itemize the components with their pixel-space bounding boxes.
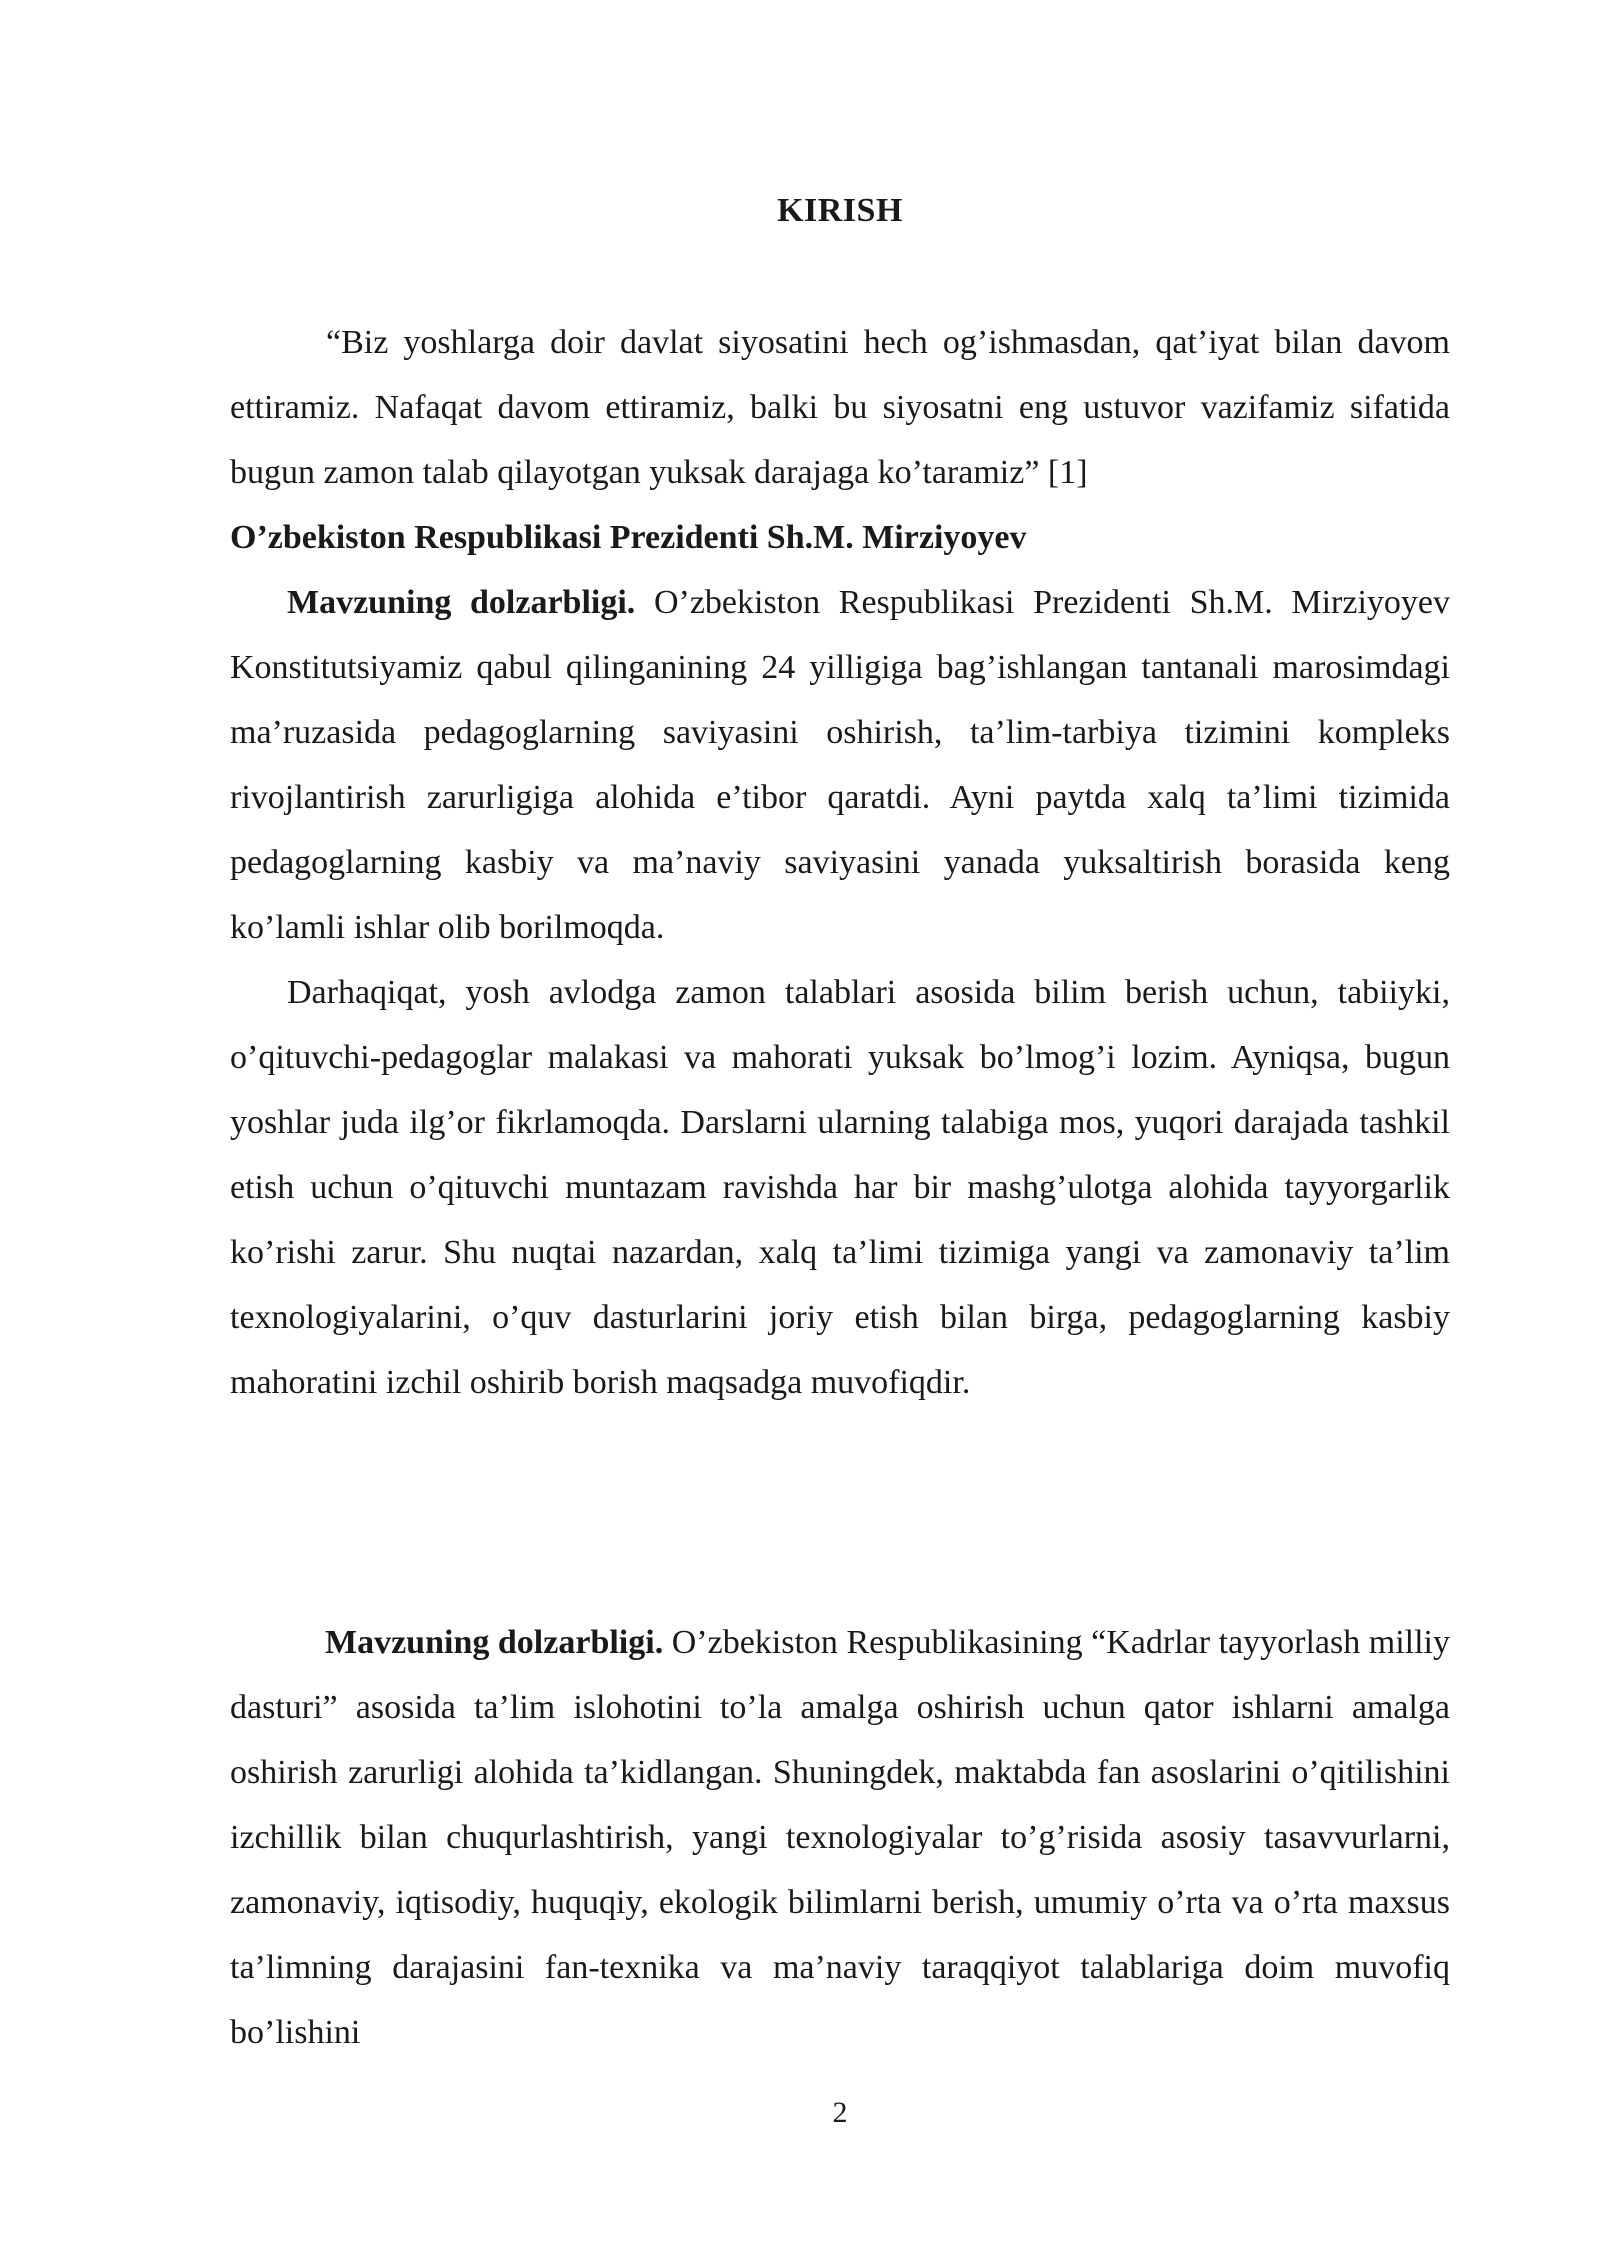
quote-block xyxy=(230,310,1450,1415)
page-number: 2 xyxy=(832,2096,848,2129)
paragraph-relevance-1: Mavzuning dolzarbligi. O’zbekiston Respublikasi Prezidenti Sh.M. Mirziyoyev Konstitutsiyamiz qabul qilinganining 24 yilligiga bag’ishlangan tantanali marosimdagi ma’ruzasida pedagoglarning saviyasini oshirish, ta’lim-tarbiya tizimini kompleks rivojlantirish zarurligiga alohida e’tibor qaratdi. Ayni paytda xalq ta’limi tizimida pedagoglarning kasbiy va ma’naviy saviyasini yanada yuksaltirish borasida keng ko’lamli ishlar olib borilmoqda. xyxy=(230,584,1450,946)
paragraph-lead: Mavzuning dolzarbligi. xyxy=(325,1624,664,1661)
paragraph-relevance-2: Mavzuning dolzarbligi. O’zbekiston Respublikasining “Kadrlar tayyorlash milliy dasturi” asosida ta’lim islohotini to’la amalga oshirish uchun qator ishlarni amalga oshirish zarurligi alohida ta’kidlangan. Shuningdek, maktabda fan asoslarini o’qitilishini izchillik bilan chuqurlashtirish, yangi texnologiyalar to’g’risida asosiy tasavvurlarni, zamonaviy, iqtisodiy, huquqiy, ekologik bilimlarni berish, umumiy o’rta va o’rta maxsus ta’limning darajasini fan-texnika va ma’naviy taraqqiyot talablariga doim muvofiq bo’lishini xyxy=(230,1624,1450,2051)
paragraph-lead: Mavzuning dolzarbligi. xyxy=(287,584,636,621)
paragraph-2: Darhaqiqat, yosh avlodga zamon talablari asosida bilim berish uchun, tabiiyki, o’qituvchi-pedagoglar malakasi va mahorati yuksak bo’lmog’i lozim. Ayniqsa, bugun yoshlar juda ilg’or fikrlamoqda. Darslarni ularning talabiga mos, yuqori darajada tashkil etish uchun o’qituvchi muntazam ravishda har bir mashg’ulotga alohida tayyorgarlik ko’rishi zarur. Shu nuqtai nazardan, xalq ta’limi tizimiga yangi va zamonaviy ta’lim texnologiyalarini, o’quv dasturlarini joriy etish bilan birga, pedagoglarning kasbiy mahoratini izchil oshirib borish maqsadga muvofiqdir. xyxy=(230,974,1450,1401)
quote-author: O’zbekiston Respublikasi Prezidenti Sh.M. Mirziyoyev xyxy=(230,519,1027,556)
second-section xyxy=(230,1610,1450,2065)
quote-text: “Biz yoshlarga doir davlat siyosatini hech og’ishmasdan, qat’iyat bilan davom ettiramiz. Nafaqat davom ettiramiz, balki bu siyosatni eng ustuvor vazifamiz sifatida bugun zamon talab qilayotgan yuksak darajaga ko’taramiz” [1] xyxy=(230,324,1450,491)
page-title: KIRISH xyxy=(777,192,903,229)
quote-reference: [1] xyxy=(1047,454,1088,491)
